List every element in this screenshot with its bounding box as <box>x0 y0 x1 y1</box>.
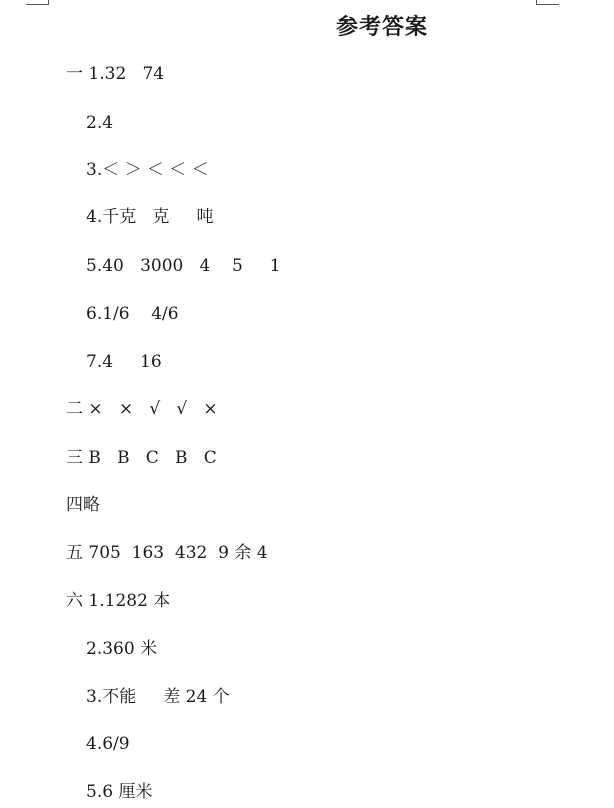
answer-line-3: 三 B B C B C <box>66 448 217 468</box>
page-title: 参考答案 <box>335 15 428 40</box>
answer-line-2: 二 × × √ √ × <box>66 399 218 419</box>
answer-line-4: 四略 <box>66 495 100 515</box>
answer-line-1-2: 2.4 <box>86 113 114 133</box>
page-corner-mark-left <box>26 0 49 5</box>
answer-line-1-3: 3.＜ ＞ ＜ ＜ ＜ <box>86 160 209 180</box>
answer-line-6-3: 3.不能 差 24 个 <box>86 687 230 707</box>
page-corner-mark-right <box>536 0 559 5</box>
answer-line-6-2: 2.360 米 <box>86 639 158 659</box>
answer-line-1-6: 6.1/6 4/6 <box>86 304 179 324</box>
answer-line-6-5: 5.6 厘米 <box>86 782 153 802</box>
answer-line-1-5: 5.40 3000 4 5 1 <box>86 256 281 276</box>
answer-line-1-4: 4.千克 克 吨 <box>86 207 214 227</box>
answer-line-5: 五 705 163 432 9 余 4 <box>66 543 268 563</box>
answer-line-1-1: 一 1.32 74 <box>66 64 165 84</box>
answer-line-6-4: 4.6/9 <box>86 734 130 754</box>
answer-line-1-7: 7.4 16 <box>86 352 162 372</box>
answer-line-6-1: 六 1.1282 本 <box>66 591 171 611</box>
